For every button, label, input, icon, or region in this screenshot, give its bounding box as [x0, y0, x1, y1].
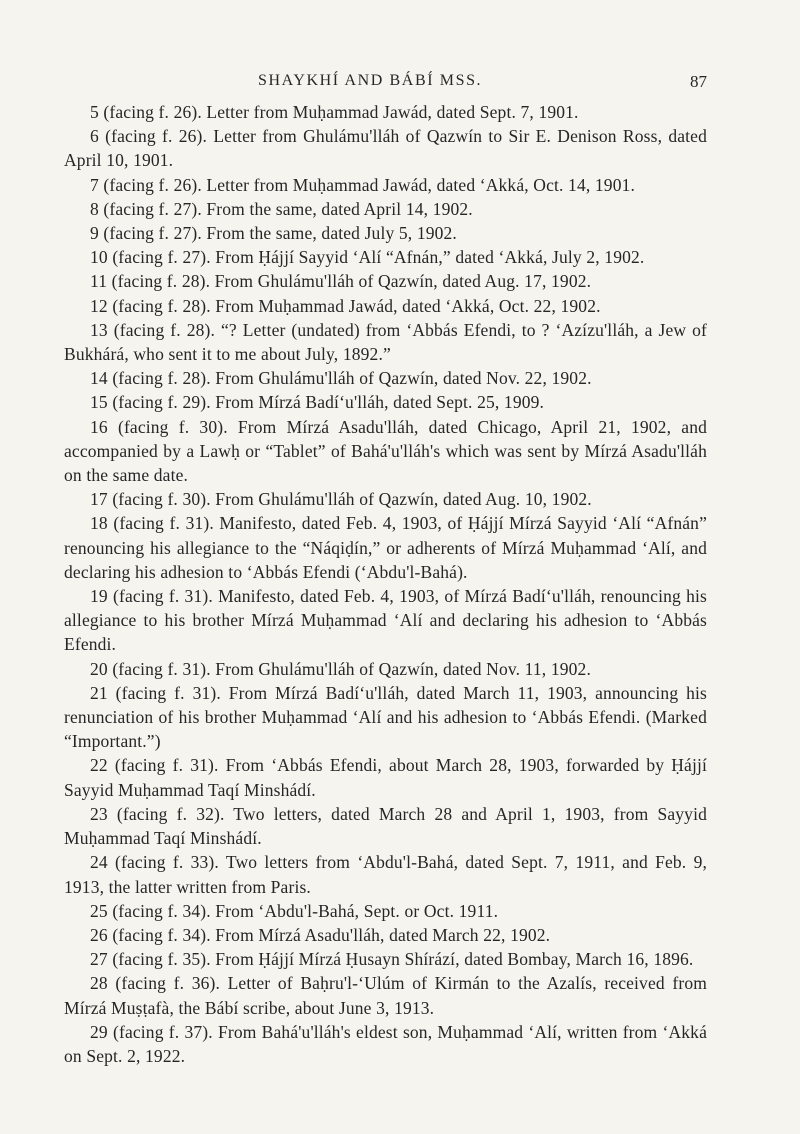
list-item: 7 (facing f. 26). Letter from Muḥammad Jawád, dated ‘Akká, Oct. 14, 1901. [90, 174, 636, 195]
list-item: 14 (facing f. 28). From Ghulámu'lláh of Qazwín, dated Nov. 22, 1902. [90, 368, 592, 389]
list-item: 15 (facing f. 29). From Mírzá Badí‘u'lláh, dated Sept. 25, 1909. [90, 392, 545, 413]
list-item: 5 (facing f. 26). Letter from Muḥammad Jawád, dated Sept. 7, 1901. [90, 102, 579, 122]
list-item: 17 (facing f. 30). From Ghulámu'lláh of Qazwín, dated Aug. 10, 1902. [90, 489, 592, 510]
list-item: 10 (facing f. 27). From Ḥájjí Sayyid ‘Alí “Afnán,” dated ‘Akká, July 2, 1902. [90, 247, 645, 268]
list-item: 6 (facing f. 26). Letter from Ghulámu'lláh of Qazwín to Sir E. Denison Ross, dated April 10, 1901. [64, 126, 707, 171]
list-item: 25 (facing f. 34). From ‘Abdu'l-Bahá, Sept. or Oct. 1911. [90, 900, 499, 921]
list-item: 11 (facing f. 28). From Ghulámu'lláh of Qazwín, dated Aug. 17, 1902. [90, 271, 592, 292]
list-item: 21 (facing f. 31). From Mírzá Badí‘u'lláh, dated March 11, 1903, announcing his renunciation of his brother Muḥammad ‘Alí and his adhesion to ‘Abbás Efendi. (Marked “Important.”) [64, 682, 707, 752]
page-number: 87 [690, 72, 707, 91]
list-item: 22 (facing f. 31). From ‘Abbás Efendi, about March 28, 1903, forwarded by Ḥájjí Sayyid Muḥammad Taqí Minshádí. [64, 755, 707, 800]
page-header [0, 72, 800, 96]
list-item: 16 (facing f. 30). From Mírzá Asadu'lláh, dated Chicago, April 21, 1902, and accompanied by a Lawḥ or “Tablet” of Bahá'u'lláh's which was sent by Mírzá Asadu'lláh on the same date. [64, 416, 707, 486]
list-item: 26 (facing f. 34). From Mírzá Asadu'lláh, dated March 22, 1902. [90, 924, 551, 945]
list-item: 18 (facing f. 31). Manifesto, dated Feb. 4, 1903, of Ḥájjí Mírzá Sayyid ‘Alí “Afnán” renouncing his allegiance to the “Náqiḍín,” or adherents of Mírzá Muḥammad ‘Alí, and declaring his adhesion to ‘Abbás Efendi (‘Abdu'l-Bahá). [64, 513, 707, 582]
running-head: SHAYKHÍ AND BÁBÍ MSS. [258, 72, 483, 89]
list-item: 20 (facing f. 31). From Ghulámu'lláh of Qazwín, dated Nov. 11, 1902. [90, 658, 591, 679]
list-item: 12 (facing f. 28). From Muḥammad Jawád, dated ‘Akká, Oct. 22, 1902. [90, 295, 601, 316]
manuscript-list [64, 100, 707, 1068]
list-item: 24 (facing f. 33). Two letters from ‘Abdu'l-Bahá, dated Sept. 7, 1911, and Feb. 9, 1913, the latter written from Paris. [64, 852, 707, 897]
list-item: 13 (facing f. 28). “? Letter (undated) from ‘Abbás Efendi, to ? ‘Azízu'lláh, a Jew of Bukhárá, who sent it to me about July, 1892.” [64, 319, 707, 365]
list-item: 27 (facing f. 35). From Ḥájjí Mírzá Ḥusayn Shírází, dated Bombay, March 16, 1896. [90, 949, 694, 970]
list-item: 28 (facing f. 36). Letter of Baḥru'l-‘Ulúm of Kirmán to the Azalís, received from Mírzá Muṣṭafà, the Bábí scribe, about June 3, 1913. [64, 973, 707, 1018]
list-item: 9 (facing f. 27). From the same, dated July 5, 1902. [90, 223, 457, 244]
list-item: 8 (facing f. 27). From the same, dated April 14, 1902. [90, 198, 473, 219]
list-item: 29 (facing f. 37). From Bahá'u'lláh's eldest son, Muḥammad ‘Alí, written from ‘Akká on Sept. 2, 1922. [64, 1021, 707, 1066]
list-item: 19 (facing f. 31). Manifesto, dated Feb. 4, 1903, of Mírzá Badí‘u'lláh, renouncing his allegiance to his brother Mírzá Muḥammad ‘Alí and declaring his adhesion to ‘Abbás Efendi. [64, 586, 707, 655]
list-item: 23 (facing f. 32). Two letters, dated March 28 and April 1, 1903, from Sayyid Muḥammad Taqí Minshádí. [64, 803, 707, 849]
